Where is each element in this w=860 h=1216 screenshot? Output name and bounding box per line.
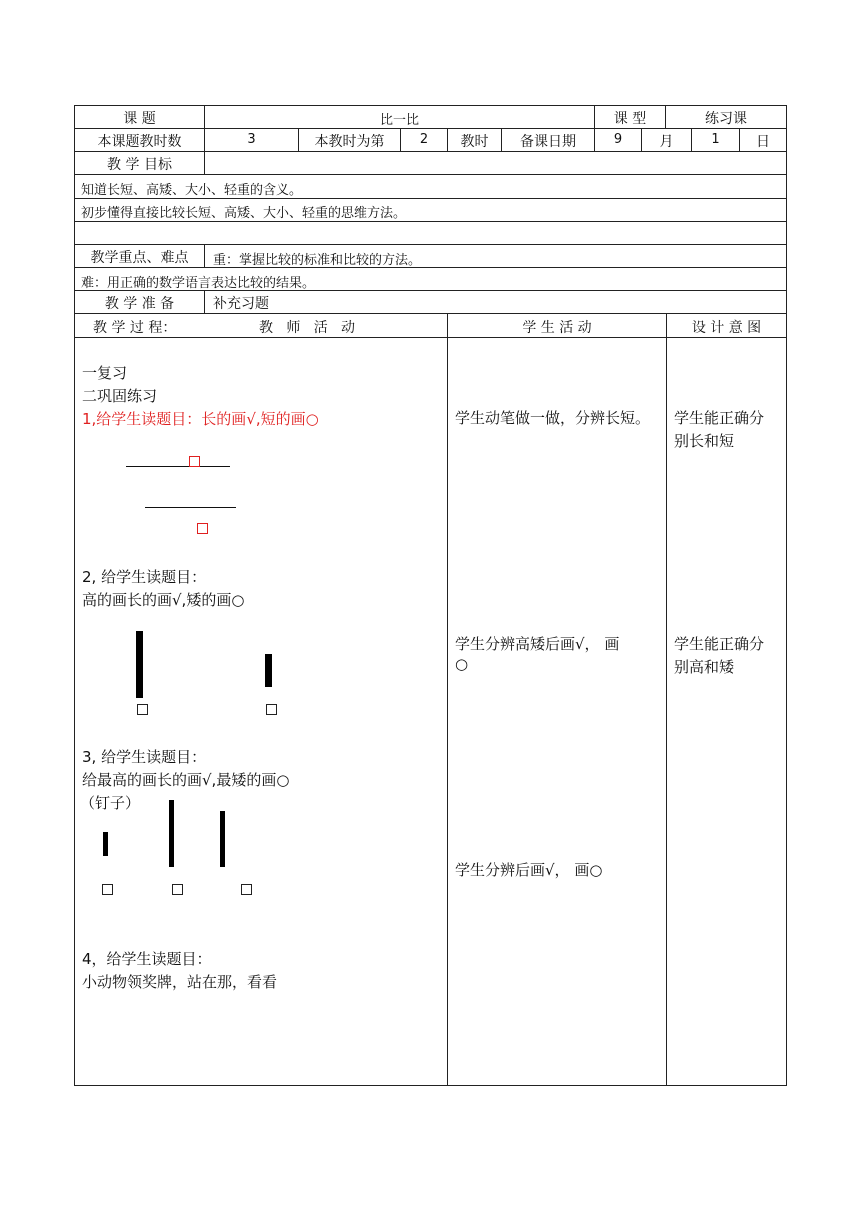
month-unit-cell	[641, 128, 692, 152]
question-1: 1,给学生读题目：长的画√,短的画○	[82, 410, 319, 428]
nail-medium	[220, 811, 225, 867]
answer-box-nail-3	[241, 884, 252, 895]
nth-label-cell	[298, 128, 401, 152]
keypoints-label-cell	[74, 244, 205, 268]
tall-bar	[136, 631, 143, 698]
section-review: 一复习	[82, 364, 128, 382]
goals-value-cell	[204, 151, 787, 175]
hours-label-cell	[74, 128, 205, 152]
day-value: 1	[711, 132, 720, 147]
nth-unit-cell	[447, 128, 502, 152]
topic-label: 课 题	[123, 111, 156, 127]
date-label: 备课日期	[520, 134, 576, 150]
answer-box-short	[197, 523, 208, 534]
teacher-header-cell	[74, 313, 448, 338]
focus-cell	[204, 244, 787, 268]
month-value: 9	[613, 132, 623, 147]
type-value-cell	[665, 105, 787, 129]
question-3-text: 给最高的画长的画√,最矮的画○	[82, 771, 290, 789]
design-2-line2: 别高和矮	[674, 658, 735, 676]
goals-label: 教 学 目标	[107, 157, 172, 173]
nth-label: 本教时为第	[314, 134, 385, 150]
question-4-text: 小动物领奖牌，站在那，看看	[82, 973, 278, 991]
day-value-cell	[691, 128, 740, 152]
nth-value-cell	[400, 128, 448, 152]
type-label: 课 型	[613, 111, 647, 127]
design-header-cell	[666, 313, 787, 338]
day-unit: 日	[756, 134, 770, 150]
student-answer-1: 学生动笔做一做，分辨长短。	[455, 409, 651, 427]
answer-box-long	[189, 456, 200, 467]
student-activity-cell	[447, 337, 667, 1086]
design-1-line2: 别长和短	[674, 432, 735, 450]
hours-label: 本课题教时数	[97, 134, 182, 150]
goal-item-2: 初步懂得直接比较长短、高矮、大小、轻重的思维方法。	[81, 206, 407, 221]
topic-label-cell	[74, 105, 205, 129]
design-label: 设 计 意 图	[691, 320, 762, 336]
focus-text: 重：掌握比较的标准和比较的方法。	[213, 253, 422, 268]
long-line	[126, 466, 230, 467]
answer-box-short-bar	[266, 704, 277, 715]
goal-row-2	[74, 198, 787, 222]
prep-label: 教 学 准 备	[104, 296, 175, 312]
prep-label-cell	[74, 290, 205, 314]
month-value-cell	[594, 128, 642, 152]
type-value: 练习课	[705, 111, 747, 127]
question-2-title: 2, 给学生读题目：	[82, 568, 207, 586]
question-3-note: （钉子）	[80, 794, 141, 812]
section-practice: 二巩固练习	[82, 387, 158, 405]
month-unit: 月	[659, 134, 674, 150]
goals-label-cell	[74, 151, 205, 175]
design-2-line1: 学生能正确分	[674, 635, 765, 653]
nail-short	[103, 832, 108, 856]
student-answer-3: 学生分辨后画√， 画○	[455, 861, 603, 879]
nail-tallest	[169, 800, 174, 867]
goal-row-1	[74, 174, 787, 199]
date-label-cell	[501, 128, 595, 152]
design-1-line1: 学生能正确分	[674, 409, 765, 427]
hours-value-cell	[204, 128, 299, 152]
topic-value-cell	[204, 105, 595, 129]
teacher-label: 教 师 活 动	[259, 320, 356, 336]
day-unit-cell	[739, 128, 787, 152]
difficulty-row	[74, 267, 787, 291]
process-label: 教 学 过 程：	[93, 320, 177, 336]
prep-value: 补充习题	[213, 296, 269, 312]
goal-item-1: 知道长短、高矮、大小、轻重的含义。	[81, 183, 303, 198]
question-4-title: 4，给学生读题目：	[82, 950, 212, 968]
answer-box-nail-2	[172, 884, 183, 895]
question-2-text: 高的画长的画√,矮的画○	[82, 591, 245, 609]
goal-row-3	[74, 221, 787, 245]
short-bar	[265, 654, 272, 687]
hours-value: 3	[247, 132, 256, 147]
nth-value: 2	[419, 132, 429, 147]
answer-box-nail-1	[102, 884, 113, 895]
answer-box-tall	[137, 704, 148, 715]
short-line	[145, 507, 236, 508]
question-3-title: 3, 给学生读题目：	[82, 748, 207, 766]
student-header-cell	[447, 313, 667, 338]
nth-unit: 教时	[460, 134, 489, 150]
student-answer-2-line1: 学生分辨高矮后画√， 画	[455, 635, 620, 653]
student-answer-2-line2: ○	[455, 655, 469, 673]
type-label-cell	[594, 105, 666, 129]
student-label: 学 生 活 动	[522, 320, 592, 336]
topic-value: 比一比	[379, 113, 419, 128]
difficulty-text: 难：用正确的数学语言表达比较的结果。	[81, 276, 316, 291]
keypoints-label: 教学重点、难点	[90, 250, 189, 266]
prep-value-cell	[204, 290, 787, 314]
